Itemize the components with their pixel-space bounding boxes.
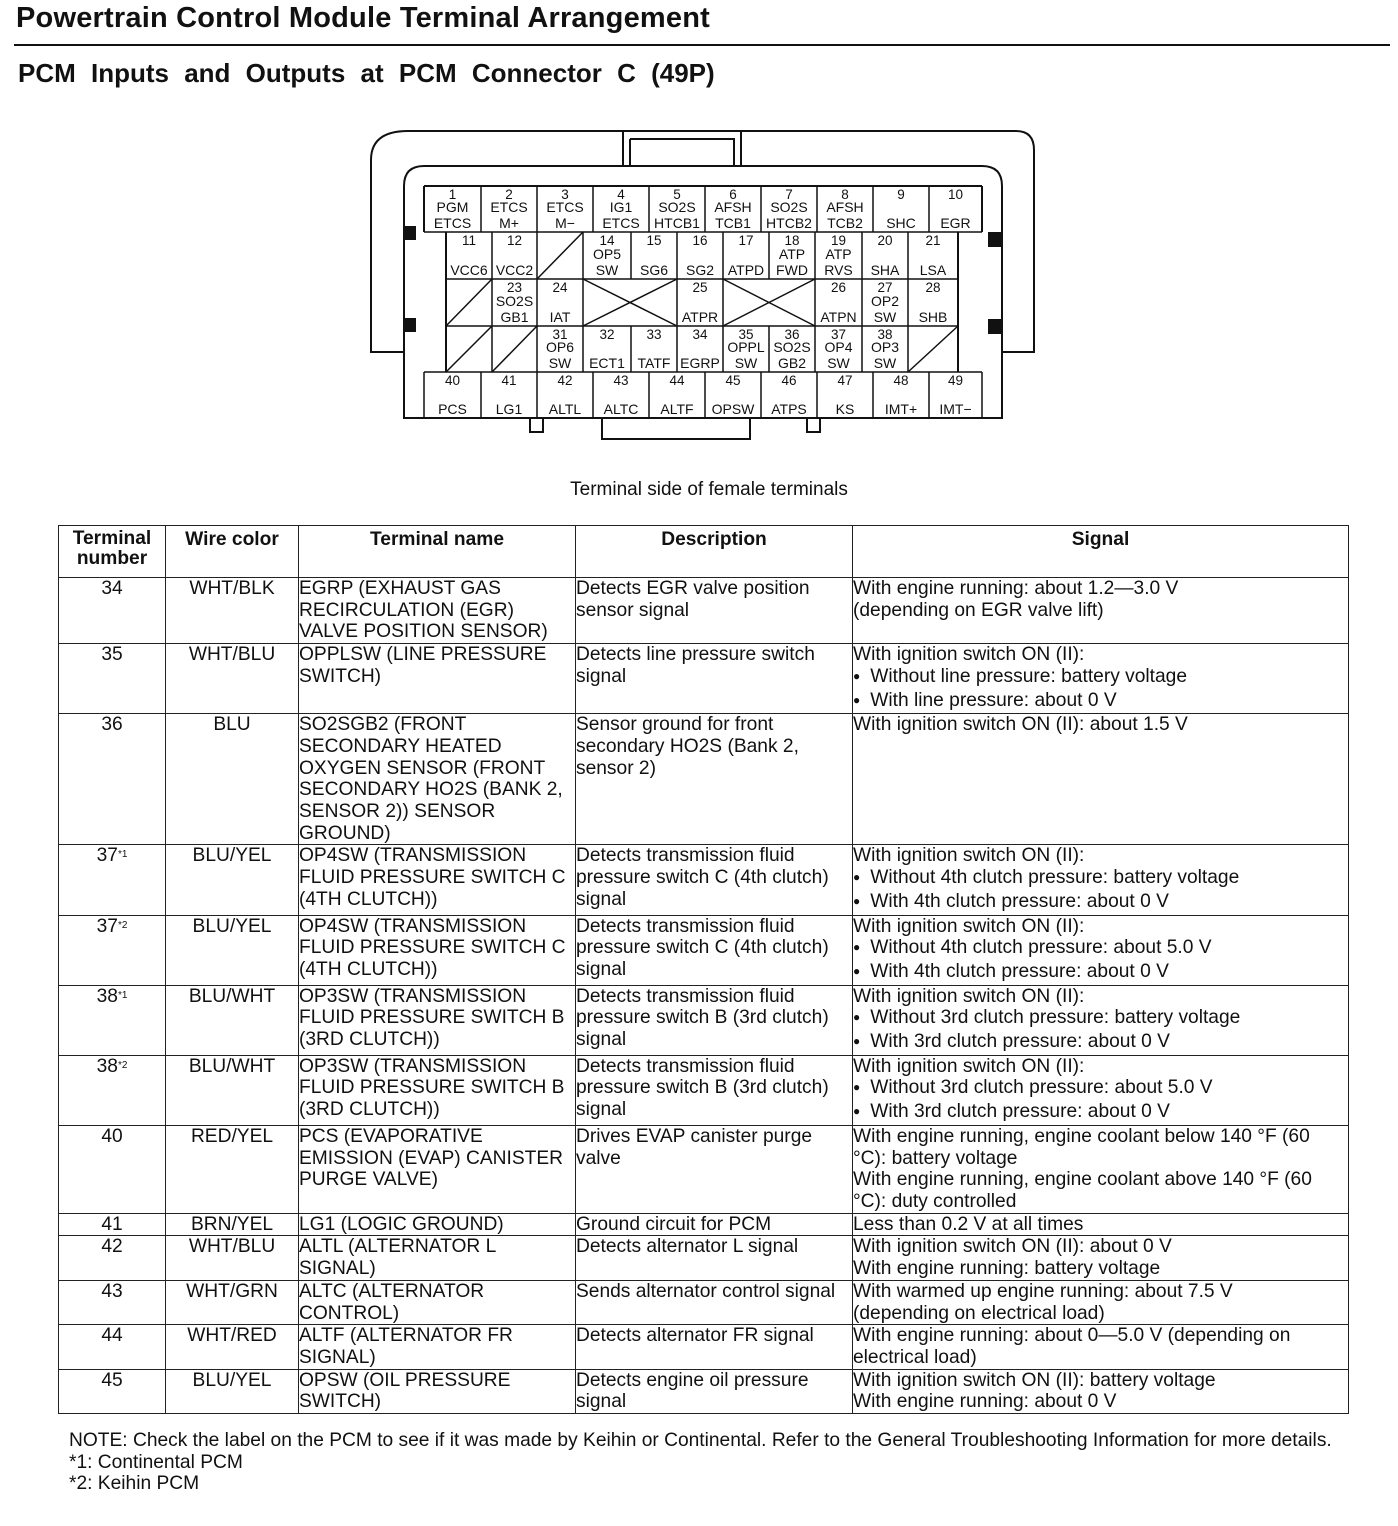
description: Detects transmission fluid pressure switch B (3rd clutch) signal [576, 985, 853, 1055]
cell-line [446, 326, 492, 372]
terminal-label: PGM [436, 199, 469, 215]
signal-line: With engine running, engine coolant above 140 °F (60 °C): duty controlled [853, 1169, 1312, 1212]
wire-color: BLU/YEL [166, 1369, 299, 1413]
terminal-number: 17 [738, 233, 754, 248]
terminal-number: 41 [501, 373, 517, 388]
terminal-label: OP4 [824, 339, 853, 355]
description: Detects transmission fluid pressure switch C (4th clutch) signal [576, 845, 853, 915]
terminal-number: 38 [96, 1055, 118, 1077]
wire-color: WHT/BLU [166, 1236, 299, 1280]
cell-line [537, 232, 583, 279]
terminal-number-cell [59, 1325, 166, 1369]
terminal-number: 15 [646, 233, 662, 248]
signal-bullet: ● Without 3rd clutch pressure: battery voltage [853, 1007, 1348, 1031]
terminal-label: OPPL [727, 339, 765, 355]
terminal-number: 20 [877, 233, 893, 248]
terminal-label: RVS [824, 262, 853, 278]
terminal-number: 31 [552, 327, 568, 342]
terminal-label: ATP [778, 246, 806, 262]
terminal-label: VCC6 [450, 262, 488, 278]
cell-line [908, 326, 958, 372]
terminal-label: HTCB1 [654, 215, 700, 231]
terminal-label: M− [555, 215, 575, 231]
terminal-number: 34 [101, 578, 123, 599]
terminal-label: ATPD [727, 262, 765, 278]
signal [853, 1236, 1349, 1280]
signal-line: Less than 0.2 V at all times [853, 1213, 1084, 1235]
diagram-caption: Terminal side of female terminals [570, 479, 848, 500]
terminal-number: 47 [837, 373, 853, 388]
terminal-label: SW [873, 355, 897, 371]
page-title: Powertrain Control Module Terminal Arrangement [16, 2, 710, 34]
signal-bullet: ● With 4th clutch pressure: about 0 V [853, 961, 1348, 985]
terminal-number-cell [59, 1369, 166, 1413]
description: Sensor ground for front secondary HO2S (Bank 2, sensor 2) [576, 714, 853, 845]
terminal-number: 28 [925, 280, 941, 295]
terminal-label: ETCS [602, 215, 640, 231]
signal-line: With engine running, engine coolant below 140 °F (60 °C): battery voltage [853, 1125, 1310, 1169]
description: Detects EGR valve position sensor signal [576, 578, 853, 644]
terminal-number-cell [59, 985, 166, 1055]
terminal-label: OP6 [545, 339, 575, 355]
signal-bullet: ● With line pressure: about 0 V [853, 690, 1348, 714]
signal-line: (depending on EGR valve lift) [853, 599, 1104, 621]
signal-line: With engine running: about 0 V [853, 1391, 1117, 1413]
terminal-number: 10 [947, 187, 964, 202]
terminal-number: 36 [101, 714, 123, 736]
terminal-label: OP2 [870, 293, 900, 309]
terminal-number: 40 [101, 1125, 123, 1147]
header-description: Description [576, 526, 853, 578]
signal [853, 714, 1349, 845]
signal-line: With ignition switch ON (II): [853, 985, 1085, 1007]
terminal-label: IMT− [939, 401, 972, 417]
terminal-label: TATF [637, 355, 671, 371]
table-row [59, 845, 1349, 915]
header-terminal-number: Terminal number [59, 526, 166, 578]
description: Drives EVAP canister purge valve [576, 1125, 853, 1213]
wire-color: BLU [166, 714, 299, 845]
terminal-number: 23 [506, 280, 523, 295]
terminal-number: 38 [96, 985, 118, 1007]
terminal-number: 9 [897, 187, 905, 202]
footnote-marker: *2 [117, 1059, 128, 1071]
terminal-number: 25 [692, 280, 708, 295]
terminal-number: 38 [877, 327, 893, 342]
terminal-number: 4 [617, 187, 625, 202]
terminal-number: 37 [96, 845, 118, 867]
cell-line [446, 279, 492, 326]
wire-color: WHT/BLU [166, 644, 299, 714]
terminal-number-cell [59, 644, 166, 714]
terminal-label: ETCS [433, 215, 472, 231]
wire-color: BLU/YEL [166, 915, 299, 985]
terminal-number-cell [59, 1236, 166, 1280]
signal [853, 915, 1349, 985]
terminal-number: 18 [784, 233, 800, 248]
signal-line: With ignition switch ON (II): battery voltage [853, 1369, 1216, 1391]
terminal-number: 3 [561, 187, 569, 202]
table-row [59, 1125, 1349, 1213]
terminal-number: 5 [673, 187, 681, 202]
signal-bullet: ● Without 4th clutch pressure: battery voltage [853, 867, 1348, 891]
terminal-number: 24 [552, 280, 568, 295]
footnote-marker: *2 [117, 919, 128, 931]
footnote-1: *1: Continental PCM [69, 1451, 243, 1473]
table-header-row [59, 526, 1349, 578]
header-terminal-name: Terminal name [299, 526, 576, 578]
terminal-label: GB2 [777, 355, 807, 371]
terminal-label: SW [873, 309, 897, 325]
terminal-label: ATPN [820, 309, 857, 325]
wire-color: WHT/GRN [166, 1280, 299, 1324]
terminal-number: 44 [669, 373, 685, 388]
table-row [59, 644, 1349, 714]
table-row [59, 1325, 1349, 1369]
signal-line: With engine running: about 0—5.0 V (depending on electrical load) [853, 1325, 1291, 1368]
signal [853, 1125, 1349, 1213]
terminal-number: 43 [101, 1280, 123, 1302]
terminal-label: LSA [919, 262, 947, 278]
terminal-number: 40 [444, 373, 461, 388]
table-row [59, 578, 1349, 644]
signal-bullet: ● Without line pressure: battery voltage [853, 666, 1348, 690]
wire-color: BLU/WHT [166, 985, 299, 1055]
terminal-label: ETCS [546, 199, 584, 215]
terminal-number: 12 [506, 233, 523, 248]
signal-line: With ignition switch ON (II): about 1.5 V [853, 714, 1188, 736]
terminal-label: SHC [886, 215, 916, 231]
terminal-number: 27 [877, 280, 893, 295]
terminal-label: ALTL [548, 401, 582, 417]
terminal-table [58, 525, 1349, 1414]
terminal-label: SHB [918, 309, 948, 325]
terminal-number: 37 [96, 915, 118, 937]
table-row [59, 1280, 1349, 1324]
terminal-label: HTCB2 [766, 215, 812, 231]
terminal-label: TCB1 [715, 215, 751, 231]
terminal-name: OP4SW (TRANSMISSION FLUID PRESSURE SWITCH C (4TH CLUTCH)) [299, 915, 576, 985]
description: Detects transmission fluid pressure switch C (4th clutch) signal [576, 915, 853, 985]
terminal-number: 21 [925, 233, 941, 248]
terminal-name: OP4SW (TRANSMISSION FLUID PRESSURE SWITCH C (4TH CLUTCH)) [299, 845, 576, 915]
signal [853, 1055, 1349, 1125]
terminal-label: VCC2 [495, 262, 534, 278]
terminal-name: OPPLSW (LINE PRESSURE SWITCH) [299, 644, 576, 714]
page-subtitle: PCM Inputs and Outputs at PCM Connector C (49P) [18, 58, 715, 88]
terminal-number: 32 [599, 327, 615, 342]
terminal-number: 14 [599, 233, 615, 248]
terminal-number: 6 [729, 187, 737, 202]
terminal-label: ATPS [771, 401, 807, 417]
signal-line: (depending on electrical load) [853, 1302, 1105, 1324]
note-text: NOTE: Check the label on the PCM to see if it was made by Keihin or Continental. Refer to the General Troubleshooting Information for more details. [69, 1430, 1332, 1451]
signal-line: With ignition switch ON (II): about 0 V [853, 1236, 1172, 1258]
terminal-number: 35 [101, 644, 123, 666]
terminal-name: OP3SW (TRANSMISSION FLUID PRESSURE SWITCH B (3RD CLUTCH)) [299, 985, 576, 1055]
signal [853, 1213, 1349, 1236]
terminal-number: 48 [893, 373, 909, 388]
footnote-2: *2: Keihin PCM [69, 1473, 200, 1495]
description: Detects alternator L signal [576, 1236, 853, 1280]
terminal-label: OP5 [592, 246, 622, 262]
table-row [59, 1369, 1349, 1413]
signal-line: With ignition switch ON (II): [853, 644, 1085, 666]
cell-line [492, 326, 537, 372]
terminal-number-cell [59, 578, 166, 644]
terminal-number-cell [59, 1280, 166, 1324]
terminal-name: LG1 (LOGIC GROUND) [299, 1213, 576, 1236]
terminal-label: EGR [940, 215, 971, 231]
terminal-label: AFSH [714, 199, 752, 215]
terminal-label: FWD [776, 262, 808, 278]
terminal-label: IG1 [609, 199, 633, 215]
terminal-number: 42 [101, 1236, 123, 1258]
wire-color: WHT/BLK [166, 578, 299, 644]
terminal-label: SG2 [685, 262, 715, 278]
signal-bullet: ● With 3rd clutch pressure: about 0 V [853, 1031, 1348, 1055]
header-wire-color: Wire color [166, 526, 299, 578]
wire-color: WHT/RED [166, 1325, 299, 1369]
signal [853, 845, 1349, 915]
terminal-label: SW [548, 355, 572, 371]
terminal-number: 8 [841, 187, 849, 202]
signal [853, 1280, 1349, 1324]
signal-bullet: ● With 4th clutch pressure: about 0 V [853, 891, 1348, 915]
terminal-number: 11 [461, 233, 477, 248]
terminal-label: ATPR [681, 309, 719, 325]
connector-diagram [0, 0, 1398, 470]
terminal-number-cell [59, 714, 166, 845]
signal-bullet: ● Without 4th clutch pressure: about 5.0 V [853, 937, 1348, 961]
header-signal: Signal [853, 526, 1349, 578]
terminal-label: SW [734, 355, 758, 371]
terminal-label: KS [835, 401, 855, 417]
terminal-label: ALTF [660, 401, 694, 417]
terminal-label: AFSH [826, 199, 864, 215]
table-row [59, 1236, 1349, 1280]
terminal-label: GB1 [500, 309, 529, 325]
wire-color: BRN/YEL [166, 1213, 299, 1236]
terminal-name: ALTL (ALTERNATOR L SIGNAL) [299, 1236, 576, 1280]
wire-color: BLU/WHT [166, 1055, 299, 1125]
terminal-number: 36 [784, 327, 800, 342]
terminal-label: ALTC [603, 401, 639, 417]
terminal-number: 26 [830, 280, 847, 295]
terminal-label: TCB2 [827, 215, 863, 231]
description: Detects engine oil pressure signal [576, 1369, 853, 1413]
description: Detects alternator FR signal [576, 1325, 853, 1369]
terminal-label: ECT1 [589, 355, 625, 371]
terminal-label: EGRP [680, 355, 720, 371]
terminal-number: 35 [738, 327, 754, 342]
terminal-label: ETCS [490, 199, 528, 215]
terminal-label: SO2S [658, 199, 696, 215]
terminal-number-cell [59, 915, 166, 985]
terminal-name: OPSW (OIL PRESSURE SWITCH) [299, 1369, 576, 1413]
terminal-number: 16 [692, 233, 708, 248]
terminal-number-cell [59, 1125, 166, 1213]
table-row [59, 714, 1349, 845]
terminal-name: OP3SW (TRANSMISSION FLUID PRESSURE SWITCH B (3RD CLUTCH)) [299, 1055, 576, 1125]
terminal-number: 1 [448, 187, 457, 202]
signal-bullet: ● Without 3rd clutch pressure: about 5.0 V [853, 1077, 1348, 1101]
signal-line: With engine running: battery voltage [853, 1258, 1161, 1280]
signal-line: With ignition switch ON (II): [853, 1055, 1085, 1077]
terminal-label: SW [827, 355, 850, 371]
terminal-number: 41 [101, 1213, 123, 1235]
terminal-label: OP3 [870, 339, 900, 355]
table-row [59, 915, 1349, 985]
signal [853, 644, 1349, 714]
signal-line: With engine running: about 1.2—3.0 V [853, 578, 1179, 599]
terminal-label: PCS [438, 401, 467, 417]
terminal-label: LG1 [495, 401, 523, 417]
terminal-label: SW [595, 262, 619, 278]
signal-bullet: ● With 3rd clutch pressure: about 0 V [853, 1101, 1348, 1125]
terminal-number-cell [59, 1213, 166, 1236]
terminal-label: ATP [825, 246, 852, 262]
terminal-label: SG6 [639, 262, 669, 278]
table-row [59, 1213, 1349, 1236]
terminal-number: 45 [725, 373, 741, 388]
terminal-number: 33 [646, 327, 662, 342]
terminal-number: 49 [947, 373, 964, 388]
terminal-number: 37 [830, 327, 847, 342]
terminal-number: 45 [101, 1369, 123, 1391]
terminal-name: ALTF (ALTERNATOR FR SIGNAL) [299, 1325, 576, 1369]
notes [69, 1430, 1339, 1495]
signal-line: With warmed up engine running: about 7.5 V [853, 1280, 1233, 1302]
table-row [59, 1055, 1349, 1125]
signal [853, 1369, 1349, 1413]
signal [853, 985, 1349, 1055]
description: Detects transmission fluid pressure switch B (3rd clutch) signal [576, 1055, 853, 1125]
terminal-number: 7 [785, 187, 793, 202]
table-row [59, 985, 1349, 1055]
terminal-name: ALTC (ALTERNATOR CONTROL) [299, 1280, 576, 1324]
terminal-label: SO2S [495, 293, 534, 309]
terminal-number: 34 [692, 327, 708, 342]
signal-line: With ignition switch ON (II): [853, 915, 1085, 937]
wire-color: BLU/YEL [166, 845, 299, 915]
terminal-name: SO2SGB2 (FRONT SECONDARY HEATED OXYGEN SENSOR (FRONT SECONDARY HO2S (BANK 2, SENSOR 2)) SENSOR GROUND) [299, 714, 576, 845]
description: Ground circuit for PCM [576, 1213, 853, 1236]
terminal-number: 2 [505, 187, 513, 202]
terminal-label: IAT [549, 309, 571, 325]
signal [853, 578, 1349, 644]
terminal-label: SHA [870, 262, 900, 278]
terminal-number: 46 [781, 373, 797, 388]
description: Sends alternator control signal [576, 1280, 853, 1324]
terminal-number-cell [59, 845, 166, 915]
terminal-label: SO2S [770, 199, 808, 215]
terminal-number: 44 [101, 1325, 123, 1347]
footnote-marker: *1 [117, 989, 128, 1001]
terminal-number-cell [59, 1055, 166, 1125]
description: Detects line pressure switch signal [576, 644, 853, 714]
terminal-name: EGRP (EXHAUST GAS RECIRCULATION (EGR) VALVE POSITION SENSOR) [299, 578, 576, 644]
terminal-cells [434, 186, 972, 418]
terminal-label: M+ [499, 215, 519, 231]
terminal-label: OPSW [711, 401, 755, 417]
footnote-marker: *1 [117, 849, 128, 861]
terminal-number: 42 [557, 373, 573, 388]
terminal-label: SO2S [773, 339, 811, 355]
signal-line: With ignition switch ON (II): [853, 845, 1085, 867]
signal [853, 1325, 1349, 1369]
terminal-number: 43 [613, 373, 629, 388]
wire-color: RED/YEL [166, 1125, 299, 1213]
terminal-name: PCS (EVAPORATIVE EMISSION (EVAP) CANISTER PURGE VALVE) [299, 1125, 576, 1213]
terminal-label: IMT+ [884, 401, 918, 417]
terminal-number: 19 [830, 233, 847, 248]
